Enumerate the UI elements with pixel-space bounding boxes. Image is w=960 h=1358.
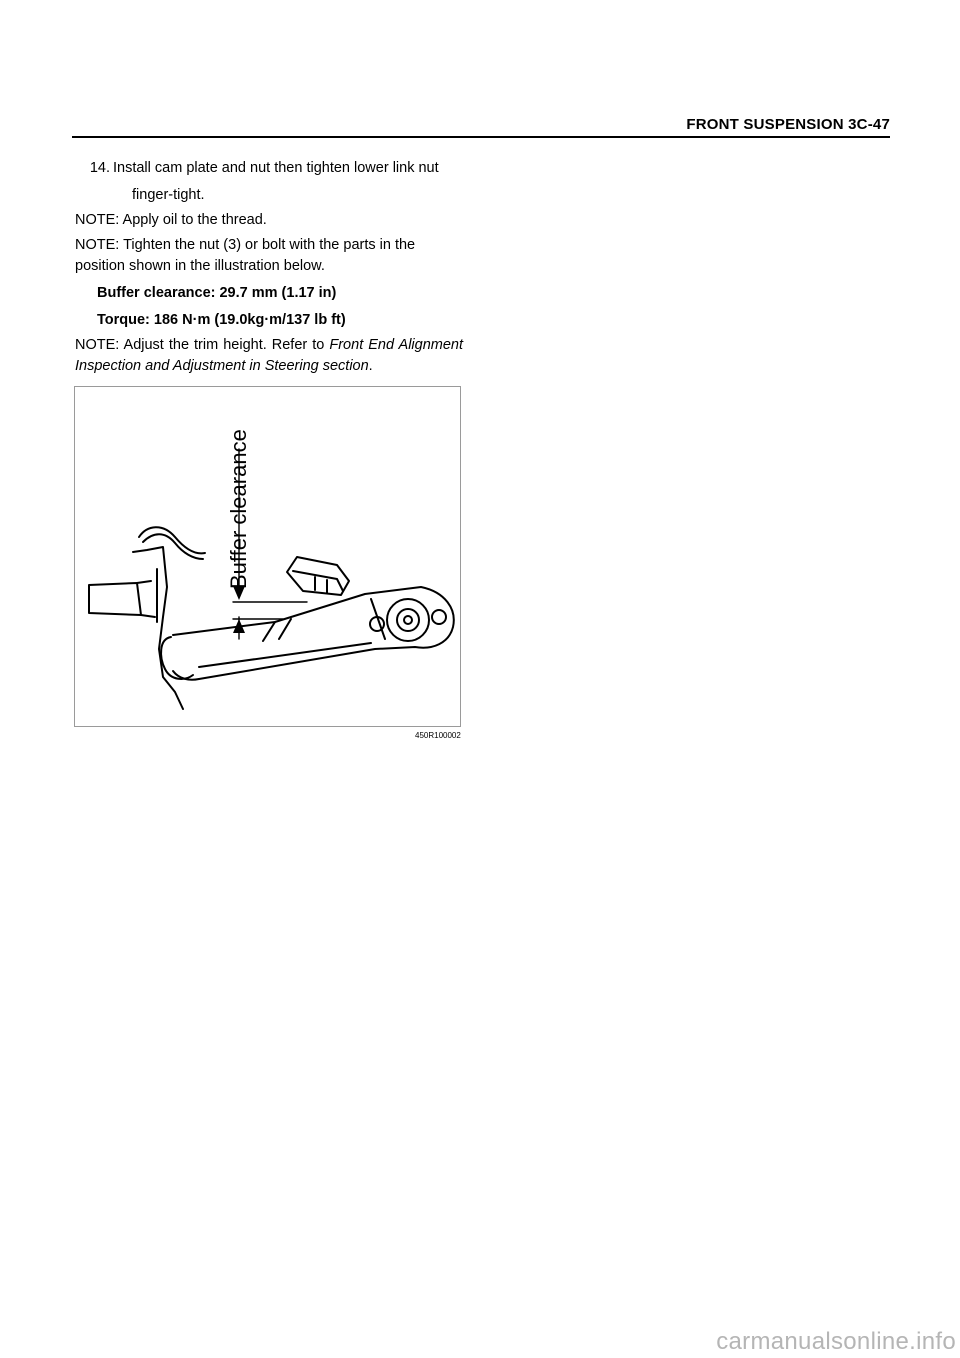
figure-lower-link	[74, 386, 461, 727]
suspension-illustration	[75, 387, 461, 727]
step-text: Install cam plate and nut then tighten lower link nut	[113, 160, 439, 176]
spec-buffer-clearance: Buffer clearance: 29.7 mm (1.17 in)	[97, 285, 337, 301]
watermark: carmanualsonline.info	[716, 1328, 956, 1355]
step-14	[75, 158, 463, 206]
note-oil: NOTE: Apply oil to the thread.	[75, 212, 267, 228]
page-header	[72, 116, 890, 138]
instructions	[75, 158, 463, 377]
spec-torque: Torque: 186 N·m (19.0kg·m/137 lb ft)	[97, 312, 346, 328]
figure-code: 450R100002	[415, 731, 461, 740]
step-number: 14.	[89, 160, 110, 176]
page-title: FRONT SUSPENSION 3C-47	[686, 116, 890, 133]
step-continuation: finger-tight.	[132, 187, 205, 203]
note-tighten: NOTE: Tighten the nut (3) or bolt with the parts in the position shown in the illustration below.	[75, 237, 416, 274]
reference-link[interactable]: Front End Alignment Inspection and Adjustment in Steering section	[75, 337, 464, 374]
note-trim-height: NOTE: Adjust the trim height. Refer to Front End Alignment Inspection and Adjustment in Steering section.	[75, 337, 464, 374]
buffer-clearance-callout: Buffer clearance	[226, 429, 251, 589]
